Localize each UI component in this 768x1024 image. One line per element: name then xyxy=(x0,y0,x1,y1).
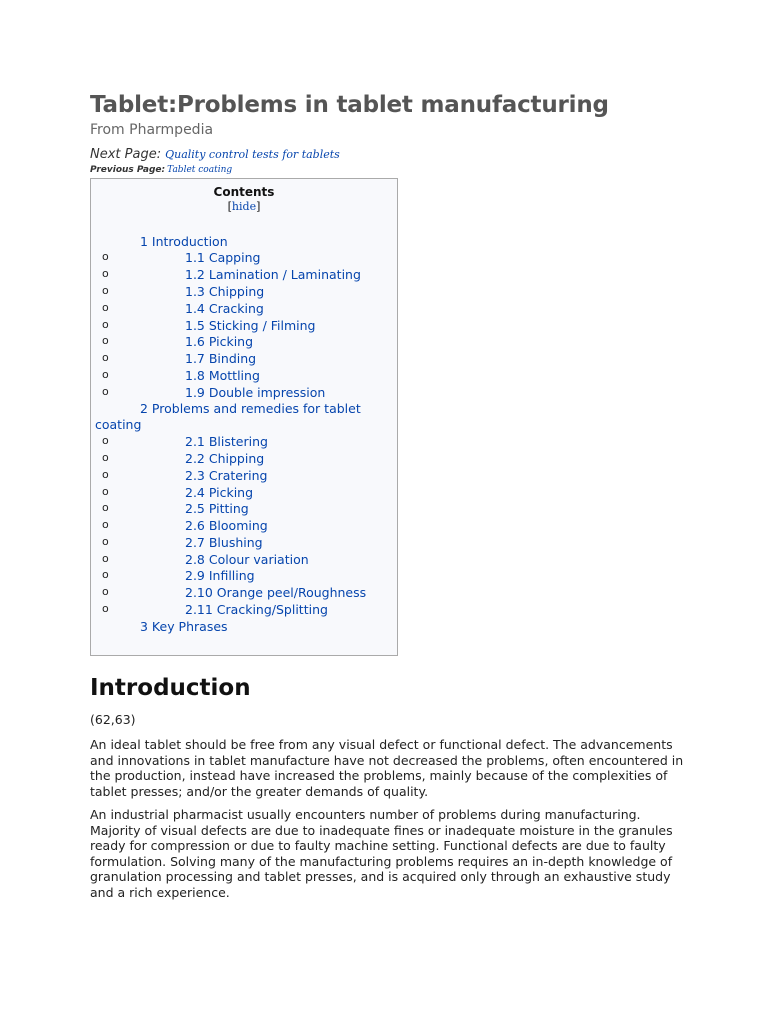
toc-bullet: o xyxy=(102,585,109,598)
toc-link-colour-variation[interactable]: 2.8 Colour variation xyxy=(185,552,309,567)
toc-bullet: o xyxy=(102,552,109,565)
toc-toggle xyxy=(91,200,397,213)
toc-bullet: o xyxy=(102,284,109,297)
next-page-label: Next Page: xyxy=(90,147,162,162)
section-heading-introduction: Introduction xyxy=(90,675,251,701)
toc-link-orange-peel[interactable]: 2.10 Orange peel/Roughness xyxy=(185,585,367,600)
toc-link-infilling[interactable]: 2.9 Infilling xyxy=(185,568,255,583)
page-title: Tablet:Problems in tablet manufacturing xyxy=(90,92,609,118)
toc-bullet: o xyxy=(102,434,109,447)
next-page-nav xyxy=(90,147,340,162)
next-page-link[interactable]: Quality control tests for tablets xyxy=(165,148,340,161)
toc-link-binding[interactable]: 1.7 Binding xyxy=(185,351,257,366)
toc-link-cracking[interactable]: 1.4 Cracking xyxy=(185,301,264,316)
table-of-contents xyxy=(90,178,398,656)
toc-bullet: o xyxy=(102,468,109,481)
toc-link-double-impression[interactable]: 1.9 Double impression xyxy=(185,385,326,400)
toc-link-blistering[interactable]: 2.1 Blistering xyxy=(185,434,268,449)
paragraph: An ideal tablet should be free from any visual defect or functional defect. The advancements and innovations in tablet manufacture have not decreased the problems, often encountered in the production, instead have increased the problems, mainly because of the complexities of tablet presses; and/or the greater demands of quality. xyxy=(90,737,684,799)
toc-link-coating-problems[interactable]: 2 Problems and remedies for tablet coating xyxy=(95,401,361,432)
toc-bullet: o xyxy=(102,485,109,498)
toc-bullet: o xyxy=(102,334,109,347)
toc-link-coating-chipping[interactable]: 2.2 Chipping xyxy=(185,451,265,466)
toc-item xyxy=(91,401,397,435)
toc-link-cratering[interactable]: 2.3 Cratering xyxy=(185,468,268,483)
toc-bullet: o xyxy=(102,368,109,381)
toc-toggle-close: ] xyxy=(256,200,261,213)
toc-link-cracking-splitting[interactable]: 2.11 Cracking/Splitting xyxy=(185,602,328,617)
toc-bullet: o xyxy=(102,535,109,548)
toc-link-coating-picking[interactable]: 2.4 Picking xyxy=(185,485,254,500)
toc-link-chipping[interactable]: 1.3 Chipping xyxy=(185,284,265,299)
toc-bullet: o xyxy=(102,518,109,531)
toc-link-mottling[interactable]: 1.8 Mottling xyxy=(185,368,260,383)
toc-link-lamination[interactable]: 1.2 Lamination / Laminating xyxy=(185,267,361,282)
toc-bullet: o xyxy=(102,568,109,581)
toc-bullet: o xyxy=(102,501,109,514)
page-subtitle: From Pharmpedia xyxy=(90,122,214,138)
toc-bullet: o xyxy=(102,318,109,331)
previous-page-link[interactable]: Tablet coating xyxy=(167,165,233,175)
paragraph: An industrial pharmacist usually encounters number of problems during manufacturing. Majority of visual defects are due to inadequate fines or inadequate moisture in the granules ready for compression or due to faulty machine setting. Functional defects are due to faulty formulation. Solving many of the manufacturing problems requires an in-depth knowledge of granulation processing and tablet presses, and is acquired only through an exhaustive study and a rich experience. xyxy=(90,807,673,900)
previous-page-label: Previous Page: xyxy=(90,165,166,175)
toc-link-blooming[interactable]: 2.6 Blooming xyxy=(185,518,268,533)
toc-bullet: o xyxy=(102,250,109,263)
toc-link-introduction[interactable]: 1 Introduction xyxy=(140,234,228,249)
toc-link-pitting[interactable]: 2.5 Pitting xyxy=(185,501,249,516)
previous-page-nav xyxy=(90,165,232,175)
toc-bullet: o xyxy=(102,267,109,280)
toc-link-key-phrases[interactable]: 3 Key Phrases xyxy=(140,619,228,634)
toc-link-picking[interactable]: 1.6 Picking xyxy=(185,334,254,349)
toc-hide-link[interactable]: hide xyxy=(231,200,257,213)
toc-link-sticking[interactable]: 1.5 Sticking / Filming xyxy=(185,318,316,333)
toc-toggle-open: [ xyxy=(227,200,232,213)
toc-link-capping[interactable]: 1.1 Capping xyxy=(185,250,261,265)
toc-bullet: o xyxy=(102,301,109,314)
toc-title: Contents xyxy=(213,185,275,199)
toc-link-blushing[interactable]: 2.7 Blushing xyxy=(185,535,263,550)
toc-bullet: o xyxy=(102,351,109,364)
reference-numbers: (62,63) xyxy=(90,712,136,727)
toc-bullet: o xyxy=(102,602,109,615)
toc-bullet: o xyxy=(102,385,109,398)
toc-bullet: o xyxy=(102,451,109,464)
